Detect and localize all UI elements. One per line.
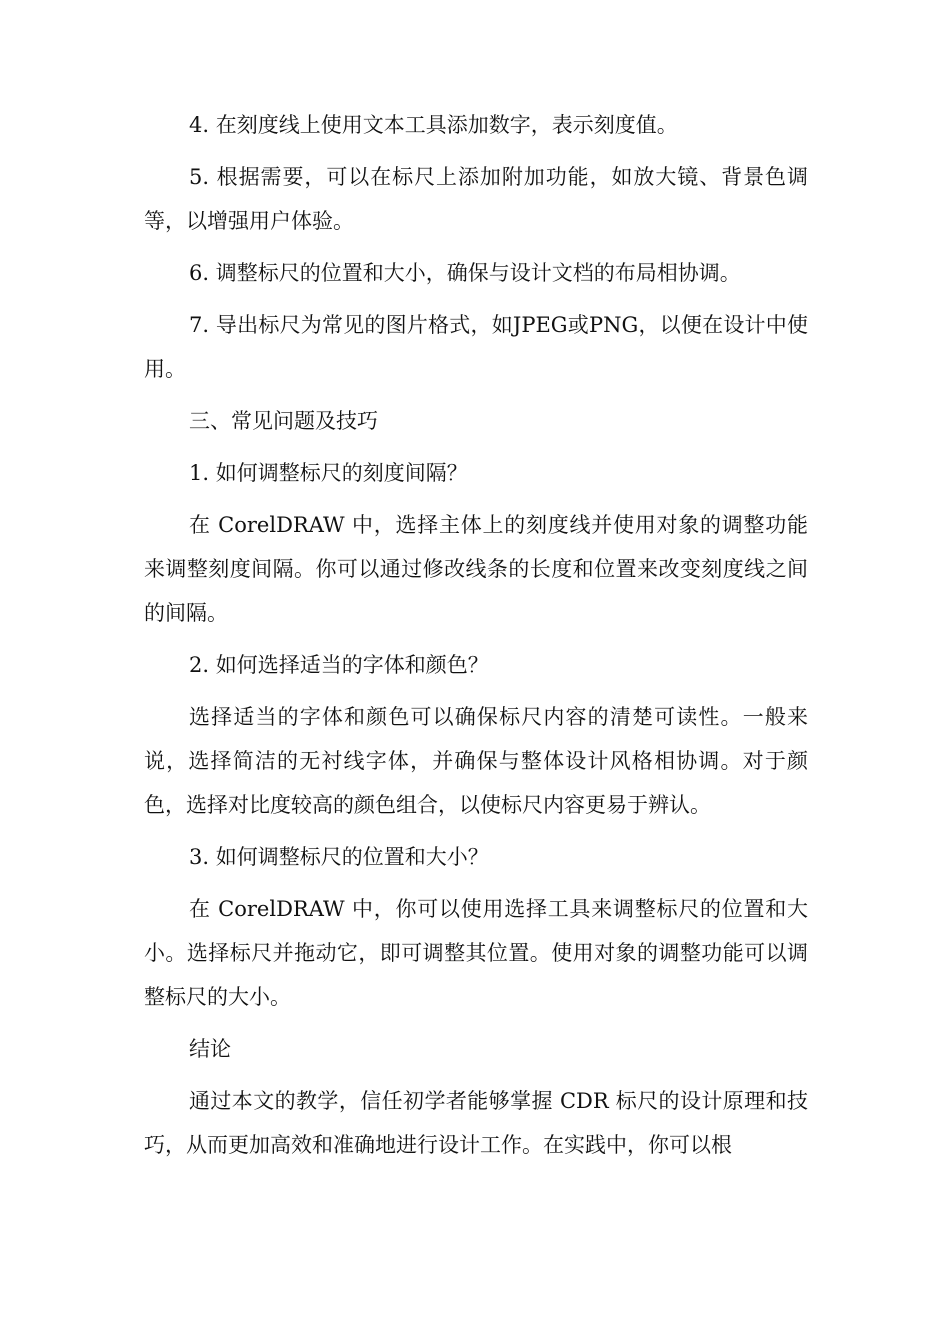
answer-2: 选择适当的字体和颜色可以确保标尺内容的清楚可读性。一般来说，选择简洁的无衬线字体，并确保与整体设计风格相协调。对于颜色，选择对比度较高的颜色组合，以使标尺内容更易于辨认。	[144, 705, 808, 817]
step-6-paragraph: 6. 调整标尺的位置和大小，确保与设计文档的布局相协调。	[189, 261, 741, 285]
section-heading-faq: 三、常见问题及技巧	[189, 409, 378, 433]
question-3: 3. 如何调整标尺的位置和大小？	[189, 845, 489, 869]
answer-1: 在 CorelDRAW 中，选择主体上的刻度线并使用对象的调整功能来调整刻度间隔。你可以通过修改线条的长度和位置来改变刻度线之间的间隔。	[144, 513, 808, 625]
step-7-paragraph: 7. 导出标尺为常见的图片格式，如JPEG或PNG，以便在设计中使用。	[144, 313, 808, 381]
document-body	[144, 103, 808, 1175]
question-1: 1. 如何调整标尺的刻度间隔？	[189, 461, 468, 485]
question-2: 2. 如何选择适当的字体和颜色？	[189, 653, 489, 677]
step-4-paragraph: 4. 在刻度线上使用文本工具添加数字，表示刻度值。	[189, 113, 678, 137]
answer-3: 在 CorelDRAW 中，你可以使用选择工具来调整标尺的位置和大小。选择标尺并拖动它，即可调整其位置。使用对象的调整功能可以调整标尺的大小。	[144, 897, 808, 1009]
step-5-paragraph: 5. 根据需要，可以在标尺上添加附加功能，如放大镜、背景色调等，以增强用户体验。	[144, 165, 808, 233]
conclusion-heading: 结论	[189, 1037, 231, 1061]
conclusion-paragraph: 通过本文的教学，信任初学者能够掌握 CDR 标尺的设计原理和技巧，从而更加高效和准确地进行设计工作。在实践中，你可以根	[144, 1089, 808, 1157]
